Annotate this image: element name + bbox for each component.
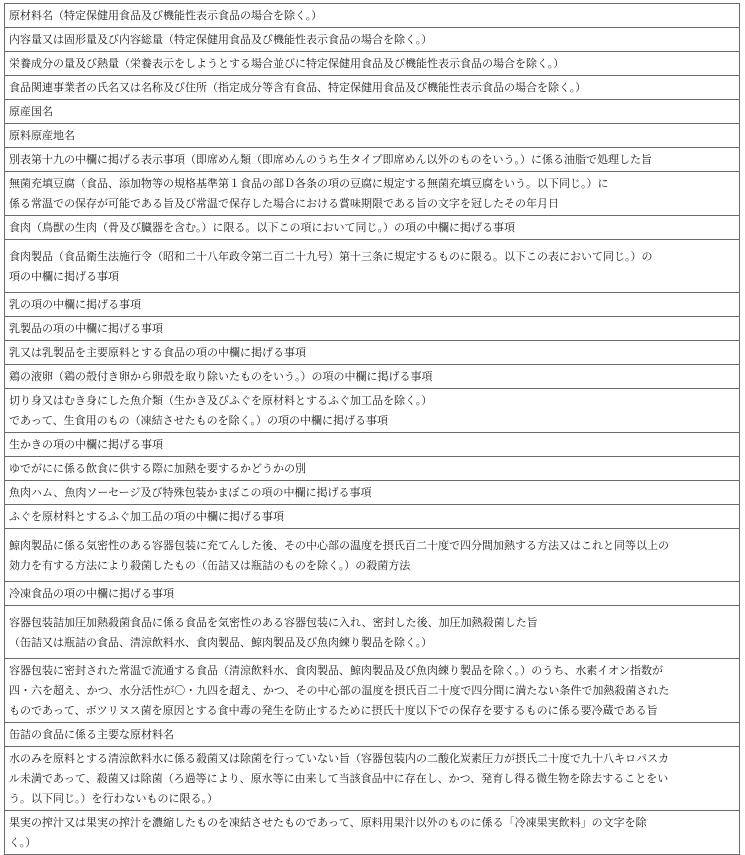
- cell-text-line: 効力を有する方法により殺菌したもの（缶詰又は瓶詰のものを除く。）の殺菌方法: [9, 558, 411, 572]
- table-cell: [5, 100, 740, 124]
- table-row: [5, 606, 740, 659]
- table-row: [5, 124, 740, 148]
- table-row: [5, 52, 740, 76]
- cell-text-line: 魚肉ハム、魚肉ソーセージ及び特殊包装かまぼこの項の中欄に掲げる事項: [9, 486, 372, 499]
- table-row: [5, 172, 740, 216]
- table-row: [5, 389, 740, 433]
- table-row: [5, 505, 740, 529]
- cell-text-line: 別表第十九の中欄に掲げる表示事項（即席めん類（即席めんのうち生タイプ即席めん以外のものをいう。）に係る油脂で処理した旨: [9, 153, 652, 166]
- table-cell: [5, 216, 740, 240]
- cell-text-line: ル未満であって、殺菌又は除菌（ろ過等により、原水等に由来して当該食品中に存在し、かつ、発育し得る微生物を除去することをい: [9, 772, 669, 785]
- table-cell: [5, 172, 740, 216]
- table-cell: [5, 389, 740, 433]
- table-row: [5, 100, 740, 124]
- table-cell: [5, 659, 740, 723]
- cell-text-line: 切り身又はむき身にした魚介類（生かき及びふぐを原材料とするふぐ加工品を除く。）: [9, 394, 433, 407]
- table-cell: [5, 433, 740, 457]
- table-body: [5, 4, 740, 855]
- table-row: [5, 365, 740, 389]
- table-cell: [5, 529, 740, 582]
- table-cell: [5, 723, 740, 747]
- cell-text-line: 冷凍食品の項の中欄に掲げる事項: [9, 587, 174, 600]
- table-cell: [5, 4, 740, 28]
- table-cell: [5, 747, 740, 811]
- table-cell: [5, 457, 740, 481]
- table-row: [5, 582, 740, 606]
- cell-text-line: 乳の項の中欄に掲げる事項: [9, 298, 141, 311]
- table-row: [5, 4, 740, 28]
- cell-text-line: 原産国名: [9, 105, 53, 118]
- cell-text-line: ものであって、ボツリヌス菌を原因とする食中毒の発生を防止するために摂氏十度以下での保存を要するものに係る要冷蔵である旨: [9, 704, 658, 717]
- labeling-requirements-table: [4, 3, 740, 855]
- cell-text-line: 乳又は乳製品を主要原料とする食品の項の中欄に掲げる事項: [9, 346, 306, 359]
- cell-text-line: 果実の搾汁又は果実の搾汁を濃縮したものを凍結させたものであって、原料用果汁以外のものに係る「冷凍果実飲料」の文字を除: [9, 816, 647, 829]
- table-row: [5, 747, 740, 811]
- table-row: [5, 659, 740, 723]
- table-cell: [5, 28, 740, 52]
- cell-text-line: 栄養成分の量及び熱量（栄養表示をしようとする場合並びに特定保健用食品及び機能性表示食品の場合を除く。）: [9, 57, 565, 70]
- cell-text-line: 水のみを原料とする清涼飲料水に係る殺菌又は除菌を行っていない旨（容器包装内の二酸化炭素圧力が摂氏二十度で九十八キロパスカ: [9, 752, 669, 765]
- cell-text-line: 容器包装詰加圧加熱殺菌食品に係る食品を気密性のある容器包装に入れ、密封した後、加圧加熱殺菌した旨: [9, 615, 538, 629]
- table-row: [5, 76, 740, 100]
- table-cell: [5, 582, 740, 606]
- table-row: [5, 481, 740, 505]
- cell-text-line: ふぐを原材料とするふぐ加工品の項の中欄に掲げる事項: [9, 510, 284, 523]
- cell-text-line: 食品関連事業者の氏名又は名称及び住所（指定成分等含有食品、特定保健用食品及び機能性表示食品の場合を除く。）: [9, 81, 587, 94]
- cell-text-line: 無菌充填豆腐（食品、添加物等の規格基準第１食品の部Ｄ各条の項の豆腐に規定する無菌充填豆腐をいう。以下同じ。）に: [9, 177, 609, 190]
- table-row: [5, 341, 740, 365]
- cell-text-line: 内容量又は固形量及び内容総量（特定保健用食品及び機能性表示食品の場合を除く。）: [9, 33, 433, 46]
- table-cell: [5, 124, 740, 148]
- table-row: [5, 216, 740, 240]
- cell-text-line: 食肉製品（食品衛生法施行令（昭和二十八年政令第二百二十九号）第十三条に規定するものに限る。以下この表において同じ。）の: [9, 249, 653, 263]
- table-cell: [5, 481, 740, 505]
- cell-text-line: 原材料名（特定保健用食品及び機能性表示食品の場合を除く。）: [9, 9, 323, 22]
- cell-text-line: 食肉（鳥獣の生肉（骨及び臓器を含む。）に限る。以下この項において同じ。）の項の中欄に掲げる事項: [9, 221, 515, 234]
- table-cell: [5, 148, 740, 172]
- table-row: [5, 240, 740, 293]
- cell-text-line: ゆでがにに係る飲食に供する際に加熱を要するかどうかの別: [9, 462, 306, 475]
- cell-text-line: （缶詰又は瓶詰の食品、清涼飲料水、食肉製品、鯨肉製品及び魚肉練り製品を除く。）: [9, 635, 433, 649]
- table-cell: [5, 293, 740, 317]
- table-row: [5, 723, 740, 747]
- cell-text-line: 四・六を超え、かつ、水分活性が〇・九四を超え、かつ、その中心部の温度を摂氏百二十度で四分間に満たない条件で加熱殺菌された: [9, 684, 670, 697]
- table-row: [5, 148, 740, 172]
- cell-text-line: 係る常温での保存が可能である旨及び常温で保存した場合における賞味期限である旨の文字を冠したその年月日: [9, 197, 559, 210]
- cell-text-line: 項の中欄に掲げる事項: [9, 269, 119, 283]
- cell-text-line: 缶詰の食品に係る主要な原材料名: [9, 728, 174, 741]
- cell-text-line: う。以下同じ。）を行わないものに限る。）: [9, 792, 218, 805]
- cell-text-line: く。）: [9, 836, 37, 849]
- table-cell: [5, 811, 740, 855]
- table-cell: [5, 52, 740, 76]
- table-row: [5, 529, 740, 582]
- table-row: [5, 457, 740, 481]
- cell-text-line: 生かきの項の中欄に掲げる事項: [9, 438, 163, 451]
- cell-text-line: 原料原産地名: [9, 129, 75, 142]
- table-cell: [5, 505, 740, 529]
- table-cell: [5, 606, 740, 659]
- table-row: [5, 317, 740, 341]
- cell-text-line: 容器包装に密封された常温で流通する食品（清涼飲料水、食肉製品、鯨肉製品及び魚肉練り製品を除く。）のうち、水素イオン指数が: [9, 664, 663, 677]
- table-cell: [5, 341, 740, 365]
- cell-text-line: 鯨肉製品に係る気密性のある容器包装に充てんした後、その中心部の温度を摂氏百二十度で四分間加熱する方法又はこれと同等以上の: [9, 538, 669, 552]
- table-row: [5, 811, 740, 855]
- cell-text-line: 乳製品の項の中欄に掲げる事項: [9, 322, 163, 335]
- table-cell: [5, 240, 740, 293]
- cell-text-line: であって、生食用のもの（凍結させたものを除く。）の項の中欄に掲げる事項: [9, 414, 388, 427]
- table-row: [5, 293, 740, 317]
- table-row: [5, 433, 740, 457]
- cell-text-line: 鶏の液卵（鶏の殻付き卵から卵殻を取り除いたものをいう。）の項の中欄に掲げる事項: [9, 370, 433, 383]
- table-cell: [5, 365, 740, 389]
- table-row: [5, 28, 740, 52]
- table-cell: [5, 76, 740, 100]
- table-cell: [5, 317, 740, 341]
